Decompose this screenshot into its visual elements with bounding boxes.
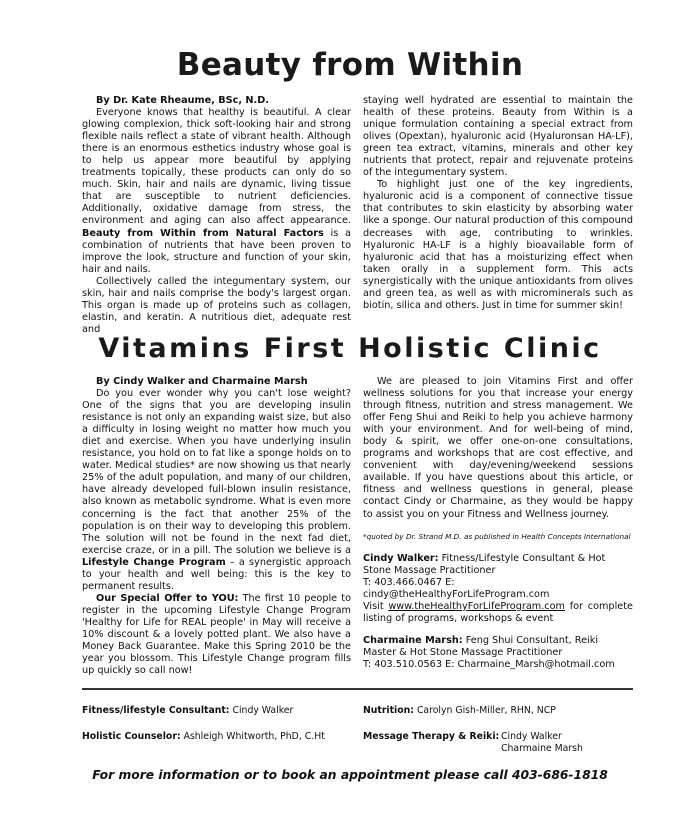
website-link[interactable]: www.theHealthyForLifeProgram.com [388, 600, 565, 612]
article-title: Beauty from Within [176, 47, 524, 83]
call-to-action: For more information or to book an appointment please call 403-686-1818 [92, 768, 608, 782]
paragraph: Collectively called the integumentary system, our skin, hair and nails comprise the body's largest organ. This organ is made up of proteins such as collagen, elastin, and keratin. A nutritious diet, adequate rest and [82, 275, 351, 335]
program-name: Lifestyle Change Program [82, 556, 226, 568]
staff-massage: Message Therapy & Reiki: [363, 731, 500, 742]
paragraph: To highlight just one of the key ingredients, hyaluronic acid is a component of connective tissue that contributes to skin elasticity by absorbing water like a sponge. Our natural production of this compound decreases with age, contributing to wrinkles. Hyaluronic HA-LF is a highly bioavailable form of hyaluronic acid that has a moisturizing effect when taken orally in a supplement form. This acts synergistically with the unique antioxidants from olives and green tea, as well as with microminerals such as biotin, silica and others. Just in time for summer skin! [363, 179, 633, 311]
article-column-right [363, 95, 633, 312]
contact-name: Cindy Walker: [363, 552, 439, 564]
footnote: *quoted by Dr. Strand M.D. as published in Health Concepts International [363, 531, 631, 541]
byline: By Dr. Kate Rheaume, BSc, N.D. [96, 95, 269, 106]
article-column-right [363, 376, 633, 671]
byline: By Cindy Walker and Charmaine Marsh [96, 376, 308, 387]
article-column-left [82, 376, 351, 677]
staff-fitness: Fitness/lifestyle Consultant: Cindy Walker [82, 705, 294, 716]
staff-nutrition: Nutrition: Carolyn Gish-Miller, RHN, NCP [363, 705, 556, 716]
contact-cindy: Cindy Walker: Fitness/Lifestyle Consultant & Hot Stone Massage Practitioner [363, 552, 606, 576]
paragraph: We are pleased to join Vitamins First and offer wellness solutions for you that increase your energy through fitness, nutrition and stress management. We offer Feng Shui and Reiki to help you achieve harmony with your environment. And for well-being of mind, body & spirit, we offer one-on-one consultations, programs and workshops that are cost effective, and convenient with day/evening/weekend sessions available. If you have questions about this article, or fitness and wellness questions in general, please contact Cindy or Charmaine, as they would be happy to assist you on your Fitness and Wellness journey. [363, 376, 633, 520]
article-column-left [82, 95, 351, 336]
contact-details: T: 403.510.0563 E: Charmaine_Marsh@hotmail.com [363, 658, 615, 670]
staff-massage-name: Cindy Walker [501, 731, 562, 742]
contact-visit: Visit www.theHealthyForLifeProgram.com for complete listing of programs, workshops & event [363, 600, 633, 624]
staff-holistic: Holistic Counselor: Ashleigh Whitworth, PhD, C.Ht [82, 731, 325, 742]
staff-massage-name: Charmaine Marsh [501, 743, 583, 754]
offer-label: Our Special Offer to YOU: [96, 592, 239, 604]
paragraph: Do you ever wonder why you can't lose weight? One of the signs that you are developing insulin resistance is not only an expanding waist size, but also a difficulty in losing weight no matter how much you diet and exercise. When you have underlying insulin resistance, you hold on to fat like a sponge holds on to water. Medical studies* are now showing us that nearly 25% of the adult population, and many of our children, have already developed full-blown insulin resistance, also known as metabolic syndrome. What is even more concerning is the fact that another 25% of the population is on their way to developing this problem. The solution will not be found in the next fad diet, exercise craze, or in a pill. The solution we believe is a Lifestyle Change Program – a synergistic approach to your health and well being: this is the key to permanent results. [82, 388, 351, 592]
contact-name: Charmaine Marsh: [363, 634, 463, 646]
contact-details: T: 403.466.0467 E: cindy@theHealthyForLifeProgram.com [363, 576, 550, 600]
divider [82, 688, 633, 690]
article-title: Vitamins First Holistic Clinic [98, 333, 602, 364]
paragraph: Everyone knows that healthy is beautiful. A clear glowing complexion, thick soft-looking hair and strong flexible nails reflect a state of vibrant health. Although there is an enormous esthetics industry whose goal is to help us appear more beautiful by applying treatments topically, these products can only do so much. Skin, hair and nails are dynamic, living tissue that are susceptible to nutrient deficiencies. Additionally, oxidative damage from stress, the environment and aging can also affect appearance. Beauty from Within from Natural Factors is a combination of nutrients that have been proven to improve the look, structure and function of your skin, hair and nails. [82, 107, 351, 275]
contact-charmaine: Charmaine Marsh: Feng Shui Consultant, Reiki Master & Hot Stone Massage Practitioner [363, 634, 599, 658]
paragraph: Our Special Offer to YOU: The first 10 people to register in the upcoming Lifestyle Change Program 'Healthy for Life for REAL people' in May will receive a 10% discount & a lovely potted plant. We also have a Money Back Guarantee. Make this Spring 2010 be the year you blossom. This Lifestyle Change program fills up quickly so call now! [82, 592, 352, 677]
product-name: Beauty from Within from Natural Factors [82, 227, 324, 239]
paragraph: staying well hydrated are essential to maintain the health of these proteins. Beauty from Within is a unique formulation containing a special extract from olives (Opextan), hyaluronic acid (Hyaluronsan HA-LF), green tea extract, vitamins, minerals and other key nutrients that protect, repair and rejuvenate proteins of the integumentary system. [363, 95, 633, 179]
